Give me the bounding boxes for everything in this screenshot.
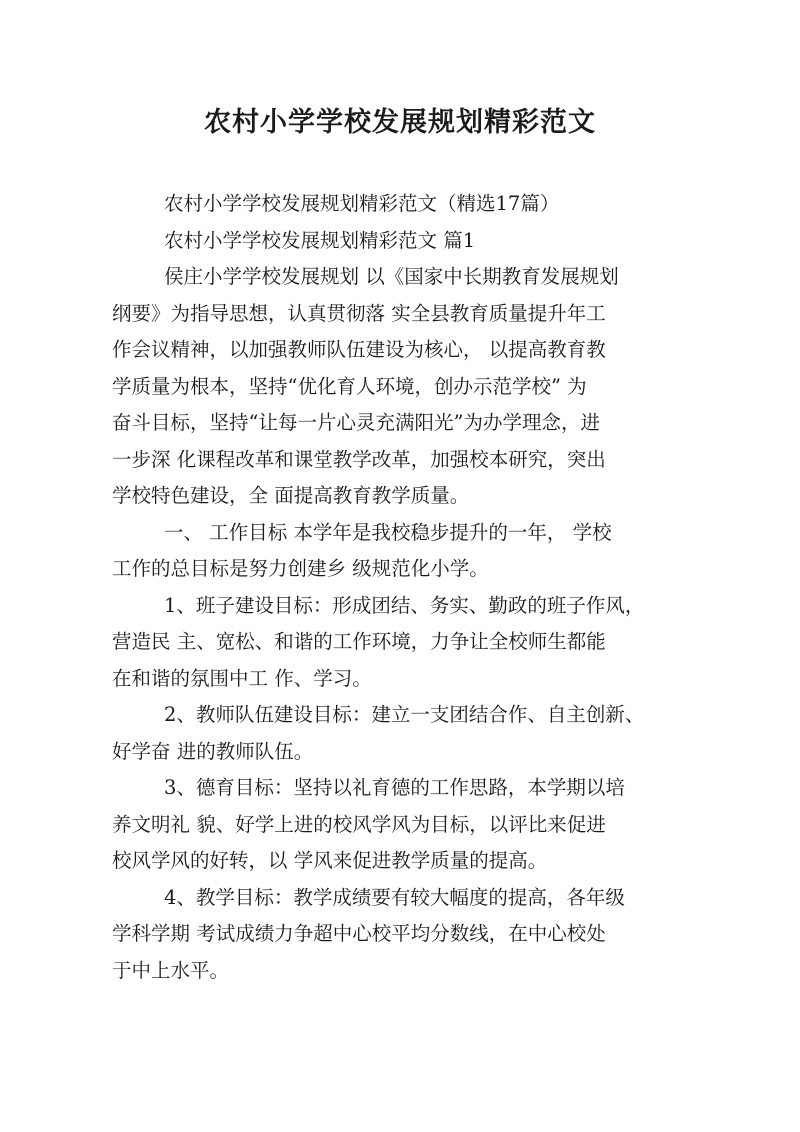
paragraph-line: 纲要》为指导思想，认真贯彻落 实全县教育质量提升年工 xyxy=(112,301,606,325)
paragraph-line: 2、教师队伍建设目标：建立一支团结合作、自主创新、 xyxy=(164,703,645,726)
paragraph-line: 学科学期 考试成绩力争超中心校平均分数线，在中心校处 xyxy=(112,922,606,945)
paragraph-line: 3、德育目标：坚持以礼育德的工作思路，本学期以培 xyxy=(164,776,625,799)
paragraph-line: 学校特色建设，全 面提高教育教学质量。 xyxy=(112,484,470,507)
paragraph-line: 校风学风的好转，以 学风来促进教学质量的提高。 xyxy=(112,849,548,872)
paragraph-line: 工作的总目标是努力创建乡 级规范化小学。 xyxy=(112,557,489,580)
paragraph-line: 奋斗目标，坚持“让每一片心灵充满阳光”为办学理念，进 xyxy=(112,411,600,434)
paragraph-line: 好学奋 进的教师队伍。 xyxy=(112,739,314,763)
paragraph-line: 一、 工作目标 本学年是我校稳步提升的一年， 学校 xyxy=(164,520,612,544)
paragraph-line: 4、教学目标：教学成绩要有较大幅度的提高，各年级 xyxy=(164,885,625,909)
paragraph-line: 1、班子建设目标：形成团结、务实、勤政的班子作风， xyxy=(164,593,645,617)
paragraph-line: 养文明礼 貌、好学上进的校风学风为目标，以评比来促进 xyxy=(112,812,606,836)
paragraph-line: 侯庄小学学校发展规划 以《国家中长期教育发展规划 xyxy=(164,265,619,288)
paragraph-line: 作会议精神，以加强教师队伍建设为核心， 以提高教育教 xyxy=(112,338,606,361)
paragraph-line: 一步深 化课程改革和课堂教学改革，加强校本研究，突出 xyxy=(112,447,606,471)
paragraph-line: 在和谐的氛围中工 作、学习。 xyxy=(112,666,372,690)
paragraph-line: 学质量为根本，坚持“优化育人环境，创办示范学校” 为 xyxy=(112,374,587,398)
paragraph-line: 于中上水平。 xyxy=(112,958,230,982)
document-body xyxy=(112,186,694,989)
document-title: 农村小学学校发展规划精彩范文 xyxy=(204,107,596,138)
paragraph-line: 营造民 主、宽松、和谐的工作环境，力争让全校师生都能 xyxy=(112,630,606,653)
subtitle-line: 农村小学学校发展规划精彩范文（精选17篇） xyxy=(164,192,560,215)
section-heading: 农村小学学校发展规划精彩范文 篇1 xyxy=(164,228,476,252)
